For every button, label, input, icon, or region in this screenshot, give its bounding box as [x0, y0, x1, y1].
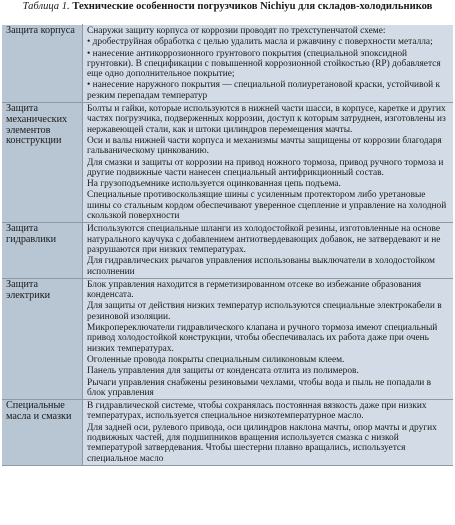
row-category: Защита электрики: [6, 278, 51, 301]
row-description-cell: [83, 103, 454, 223]
description-paragraph: На грузоподъемнике используется оцинкованная цепь подъема.: [87, 179, 341, 190]
table-label: Таблица 1.: [22, 1, 70, 12]
description-paragraph: Для гидравлических рычагов управления использованы выключатели в холодостойком исполнении: [87, 256, 435, 277]
row-description-cell: [83, 223, 454, 278]
row-category: Защита механических элементов конструкции: [6, 103, 68, 147]
description-paragraph: Блок управления находится в герметизированном отсеке во избежание образования конденсата.: [87, 279, 422, 301]
description-paragraph: Используются специальные шланги из холодостойкой резины, изготовленные на основе натурального каучука с добавлением антиотвердевающих добавок, не затвердевают и не разрушаются при низких температурах.: [87, 224, 441, 255]
row-category-cell: [2, 278, 83, 399]
description-paragraph: Оси и валы нижней части корпуса и механизмы мачты защищены от коррозии благодаря гальваническому цинкованию.: [87, 135, 442, 157]
description-paragraph: Оголенные провода покрыты специальным силиконовым клеем.: [87, 354, 345, 365]
description-paragraph: Рычаги управления снабжены резиновыми чехлами, чтобы вода и пыль не попадали в блок управления: [87, 377, 432, 398]
description-paragraph: Для задней оси, рулевого привода, оси цилиндров наклона мачты, опор мачты и других подвижных частей, для подшипников вращения используется смазка с низкой температурой затвердевания. Чтобы шестерни плавно вращались, используется специальное масло: [87, 422, 437, 464]
description-paragraph: В гидравлической системе, чтобы сохранялась постоянная вязкость даже при низких температурах, используется специальное низкотемпературное масло.: [87, 401, 427, 422]
row-description-cell: [83, 278, 454, 399]
row-category-cell: [2, 400, 83, 466]
table-row: [2, 278, 453, 399]
description-paragraph: Специальные противоскользящие шины с усиленным протектором либо уретановые шины со стальным кордом обеспечивают уверенное сцепление и управление на холодной скользкой поверхности: [87, 190, 447, 222]
row-category-cell: [2, 25, 83, 103]
spec-table-body: [2, 25, 453, 466]
spec-table: [2, 24, 453, 466]
description-paragraph: Микропереключатели гидравлического клапана и ручного тормоза имеют специальный привод холодостойкой конструкции, чтобы обеспечивалась их работа даже при очень низких температурах.: [87, 323, 438, 354]
description-paragraph: • нанесение наружного покрытия — специальной полиуретановой краски, устойчивой к резким перепадам температур: [87, 80, 441, 101]
table-caption: [0, 0, 455, 24]
table-title: Технические особенности погрузчиков Nichiyu для складов-холодильников: [72, 1, 433, 12]
row-category: Защита гидравлики: [6, 223, 57, 246]
table-row: [2, 25, 453, 103]
table-row: [2, 400, 453, 466]
description-paragraph: • нанесение антикоррозионного грунтового покрытия (специальной эпоксидной грунтовки). В спецификации с повышенной коррозионной стойкостью (RP) добавляется еще одно дополнительное покрытие;: [87, 48, 441, 80]
table-row: [2, 103, 453, 223]
description-paragraph: Болты и гайки, которые используются в нижней части шасси, в корпусе, каретке и других частях погрузчика, подверженных коррозии, доступ к которым затруднен, изготовлены из нержавеющей стали, как и штоки цилиндров перемещения мачты.: [87, 104, 446, 135]
description-paragraph: Панель управления для защиты от конденсата отлита из полимеров.: [87, 366, 359, 377]
row-category: Специальные масла и смазки: [6, 400, 72, 422]
table-row: [2, 223, 453, 278]
description-paragraph: Для защиты от действия низких температур используются специальные электрокабели в резиновой изоляции.: [87, 301, 442, 322]
description-paragraph: • дробеструйная обработка с целью удалить масла и ржавчину с поверхности металла;: [87, 37, 433, 48]
row-category-cell: [2, 223, 83, 278]
row-category-cell: [2, 103, 83, 223]
row-category: Защита корпуса: [6, 25, 75, 36]
row-description-cell: [83, 25, 454, 103]
description-paragraph: Для смазки и защиты от коррозии на привод ножного тормоза, привод ручного тормоза и другие подвижные части нанесен специальный антифрикционный состав.: [87, 157, 444, 178]
row-description-cell: [83, 400, 454, 466]
description-paragraph: Снаружи защиту корпуса от коррозии проводят по трехступенчатой схеме:: [87, 26, 386, 36]
